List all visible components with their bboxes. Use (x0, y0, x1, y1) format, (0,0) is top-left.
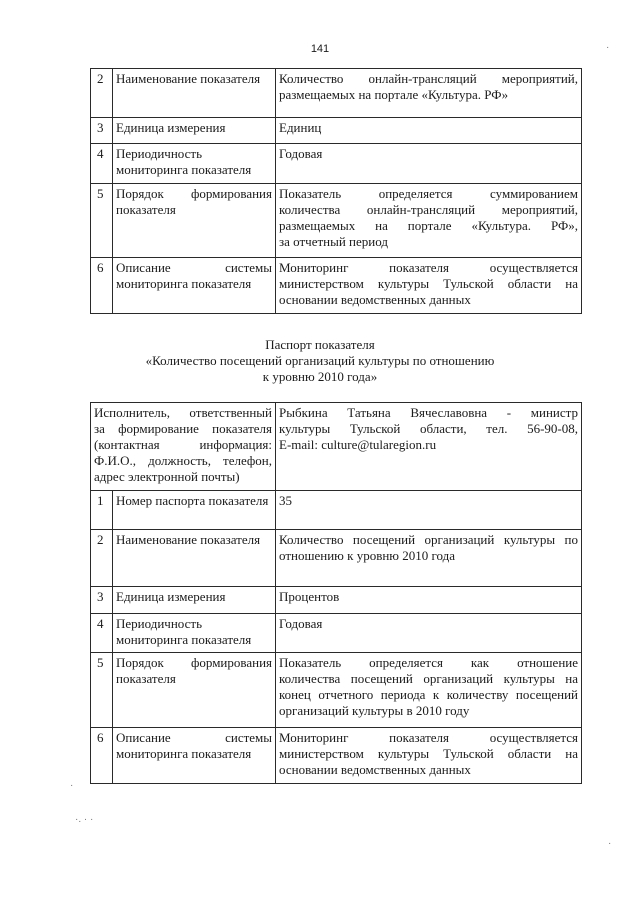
row-label: Порядок формирования показателя (113, 653, 276, 728)
value-line: количества онлайн-трансляций мероприятий, (279, 202, 578, 217)
row-number: 5 (91, 184, 113, 258)
table-row (91, 614, 582, 653)
table-row (91, 587, 582, 614)
value-line: Единиц (279, 120, 322, 135)
value-line: Показатель определяется суммированием (279, 186, 578, 201)
table-row (91, 184, 582, 258)
row-label: Единица измерения (113, 587, 276, 614)
row-label: Периодичность мониторинга показателя (113, 144, 276, 184)
row-value (276, 184, 582, 258)
value-line: Количество онлайн-трансляций мероприятий, (279, 71, 578, 86)
row-value (276, 69, 582, 118)
value-line: Количество посещений организаций культуры по (279, 532, 579, 547)
row-label: Порядок формирования показателя (113, 184, 276, 258)
row-number: 5 (91, 653, 113, 728)
value-line: отношению к уровню 2010 года (279, 548, 456, 563)
row-label: Описание системы мониторинга показателя (113, 258, 276, 314)
value-line: размещаемых на портале «Культура. РФ», (279, 218, 578, 233)
row-value (276, 144, 582, 184)
value-line: E-mail: culture@tularegion.ru (279, 437, 437, 452)
row-label: Номер паспорта показателя (113, 491, 276, 530)
executor-label (91, 403, 276, 491)
row-value (276, 587, 582, 614)
table-header-row (91, 403, 582, 491)
row-value (276, 118, 582, 144)
row-number: 6 (91, 258, 113, 314)
value-line: организаций культуры в 2010 году (279, 703, 470, 718)
value-line: Мониторинг показателя осуществляется (279, 260, 578, 275)
value-line: количества посещений организаций культуры на (279, 671, 579, 686)
indicator-table-continued (90, 68, 582, 314)
table-row (91, 728, 582, 784)
row-value (276, 258, 582, 314)
row-number: 2 (91, 530, 113, 587)
value-line: Мониторинг показателя осуществляется (279, 730, 579, 745)
indicator-passport-table (90, 402, 582, 784)
scan-speck: · (608, 838, 612, 849)
scan-speck: ·. · · (75, 814, 94, 825)
value-line: министерством культуры Тульской области на (279, 746, 579, 761)
row-value (276, 653, 582, 728)
table-row (91, 118, 582, 144)
row-value (276, 530, 582, 587)
scan-speck: · (70, 780, 74, 791)
row-label: Описание системы мониторинга показателя (113, 728, 276, 784)
value-line: конец отчетного периода к количеству посещений (279, 687, 579, 702)
passport-subtitle-line: к уровню 2010 года» (262, 369, 378, 384)
table-row (91, 144, 582, 184)
value-line: Годовая (279, 616, 323, 631)
page-number: 141 (310, 43, 330, 55)
value-line: Показатель определяется как отношение (279, 655, 579, 670)
label-line: за формирование показателя (94, 421, 273, 436)
value-line: 35 (279, 493, 293, 508)
label-line: Исполнитель, ответственный (94, 405, 273, 420)
row-label: Наименование показателя (113, 530, 276, 587)
row-label: Периодичность мониторинга показателя (113, 614, 276, 653)
value-line: Процентов (279, 589, 340, 604)
row-number: 4 (91, 614, 113, 653)
row-number: 2 (91, 69, 113, 118)
row-number: 3 (91, 587, 113, 614)
table-row (91, 69, 582, 118)
value-line: министерством культуры Тульской области на (279, 276, 578, 291)
row-label: Наименование показателя (113, 69, 276, 118)
value-line: размещаемых на портале «Культура. РФ» (279, 87, 509, 102)
value-line: Рыбкина Татьяна Вячеславовна - министр (279, 405, 579, 420)
label-line: адрес электронной почты) (94, 469, 240, 484)
label-line: (контактная информация: (94, 437, 273, 452)
value-line: за отчетный период (279, 234, 388, 249)
executor-value (276, 403, 582, 491)
passport-title (0, 337, 640, 385)
row-label: Единица измерения (113, 118, 276, 144)
passport-subtitle-line: «Количество посещений организаций культуры по отношению (145, 353, 495, 368)
row-number: 3 (91, 118, 113, 144)
value-line: Годовая (279, 146, 323, 161)
table-row (91, 530, 582, 587)
table-row (91, 491, 582, 530)
value-line: основании ведомственных данных (279, 292, 471, 307)
scan-speck: · (606, 42, 610, 53)
row-value (276, 491, 582, 530)
row-value (276, 728, 582, 784)
table-row (91, 258, 582, 314)
passport-heading: Паспорт показателя (265, 337, 375, 352)
row-number: 4 (91, 144, 113, 184)
table-row (91, 653, 582, 728)
row-number: 1 (91, 491, 113, 530)
label-line: Ф.И.О., должность, телефон, (94, 453, 273, 468)
value-line: основании ведомственных данных (279, 762, 471, 777)
value-line: культуры Тульской области, тел. 56-90-08, (279, 421, 579, 436)
row-value (276, 614, 582, 653)
row-number: 6 (91, 728, 113, 784)
